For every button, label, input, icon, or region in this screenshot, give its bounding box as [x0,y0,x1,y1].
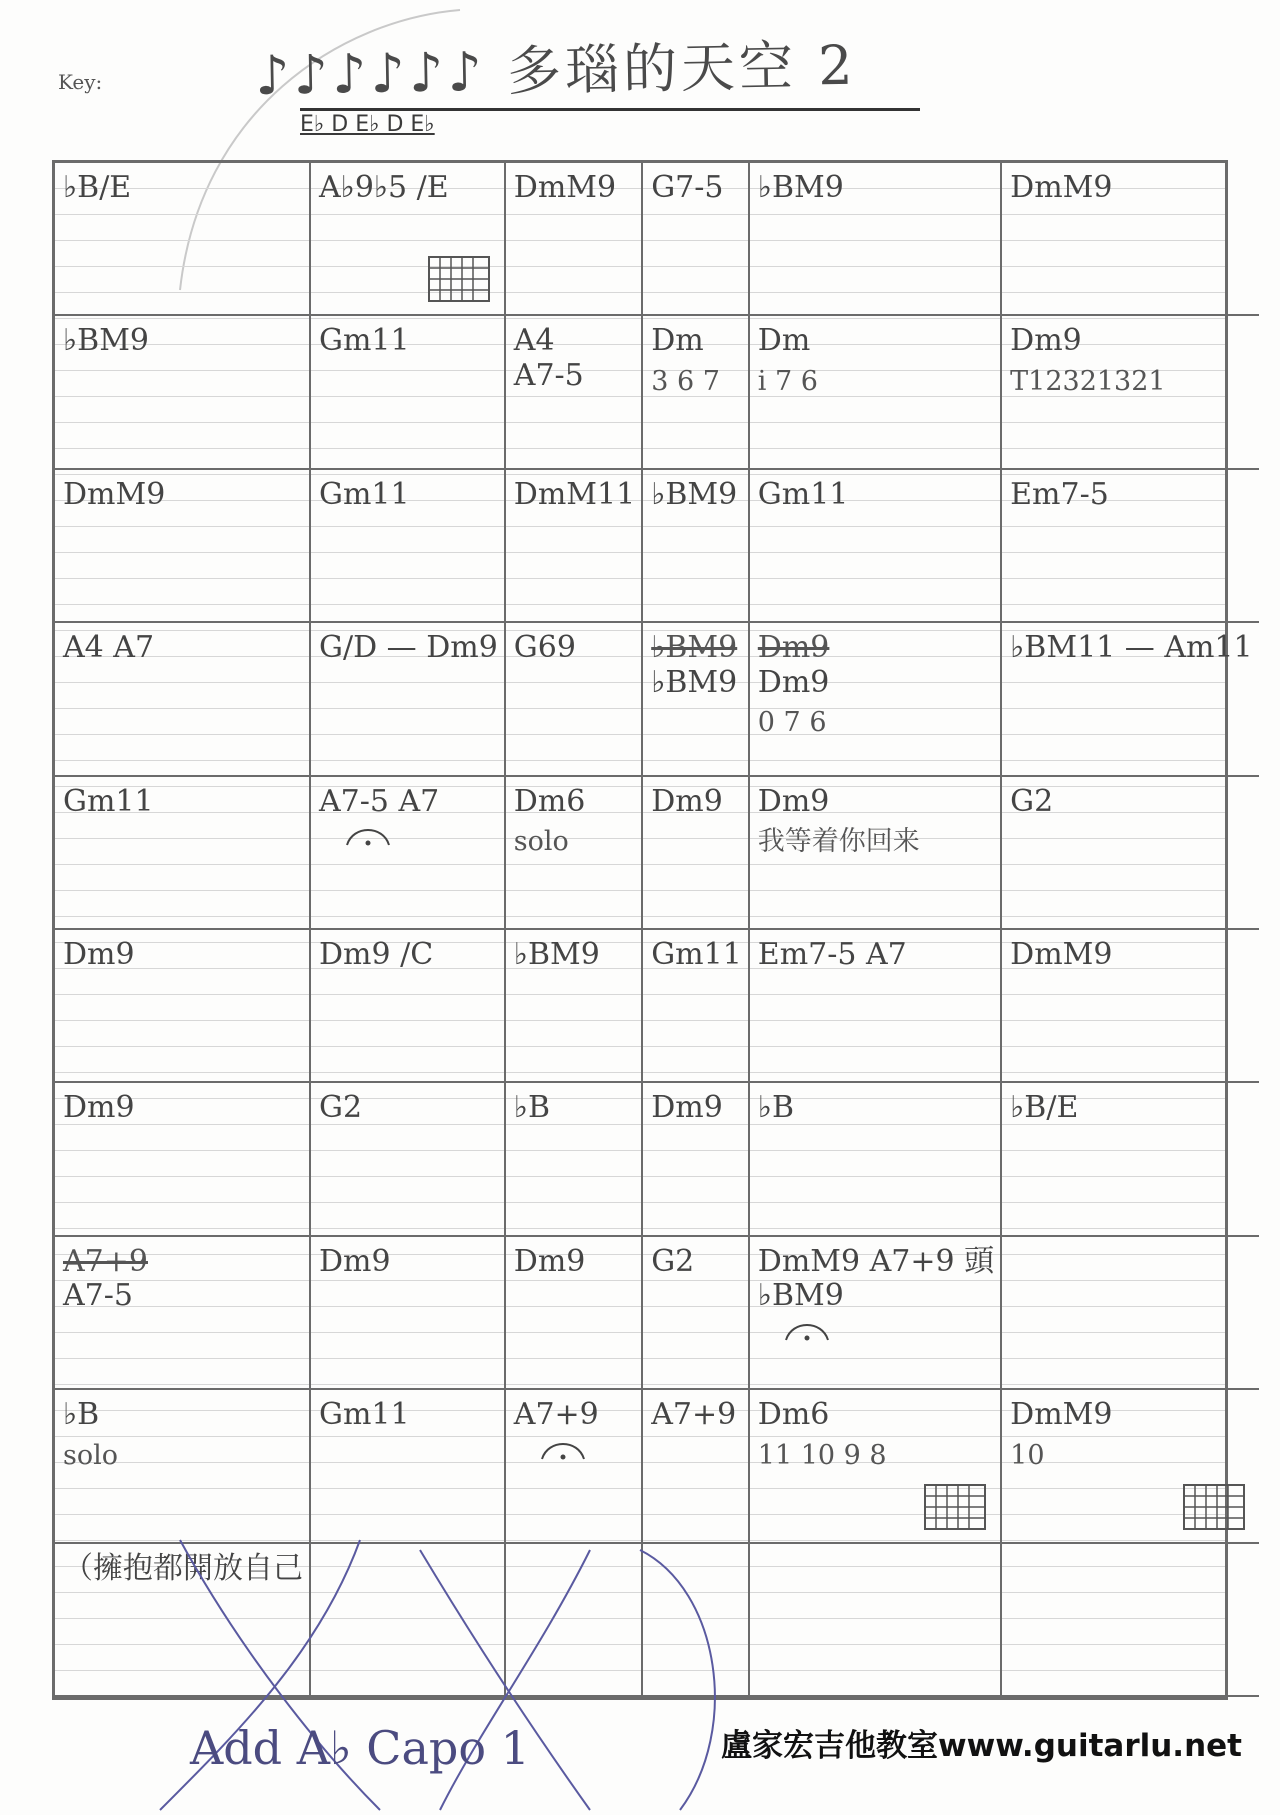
cell-note: 0 7 6 [757,707,827,739]
chord-name: Gm11 [651,936,742,972]
chord-fret-diagram [1181,1482,1247,1532]
key-label: Key: [58,70,103,94]
chord-name: Dm [651,323,704,359]
chord-name: Gm11 [319,476,410,512]
chord-cell [506,1544,643,1697]
chord-cell [506,1083,643,1236]
chord-cell [55,1237,311,1390]
chord-name: Gm11 [63,783,154,819]
cell-note: solo [63,1439,119,1471]
chord-cell [1002,316,1258,469]
chord-name: DmM9 [1010,1397,1113,1433]
cell-note: 3 6 7 [651,365,720,397]
chord-name: A7-5 [513,357,584,393]
chord-cell [311,1083,506,1236]
song-title: ♪♪♪♪♪♪ 多瑙的天空 2 [254,33,858,108]
chord-name: A7+9 [513,1397,599,1433]
chord-cell [643,1083,750,1236]
chord-name: G2 [319,1090,363,1126]
fermata-mark [758,1329,832,1348]
chord-cell [506,930,643,1083]
chord-cell [750,777,1002,930]
chord-cell [1002,777,1258,930]
chord-cell [643,163,750,316]
chord-name: A7-5 A7 [319,783,440,819]
chord-cell [1002,1083,1258,1236]
chord-name: Dm6 [757,1397,830,1433]
cell-note: T12321321 [1010,365,1166,397]
chord-cell [506,163,643,316]
chord-name: ♭BM9 [63,323,150,359]
chord-cell [643,1544,750,1697]
chord-cell [55,1083,311,1236]
chord-cell [55,930,311,1083]
chord-name: Gm11 [757,476,849,512]
chord-cell [1002,470,1258,623]
chord-name: Gm11 [319,1397,410,1433]
chord-name: A7-5 [63,1278,133,1314]
chord-name: Dm6 [513,783,586,819]
fermata-mark [319,834,393,853]
cell-note: solo [513,826,569,858]
chord-name: Dm9 [319,1243,391,1279]
chord-cell [750,163,1002,316]
title-sub-note: E♭ D E♭ D E♭ [300,112,435,137]
chord-cell [55,470,311,623]
chord-cell [750,1544,1002,1697]
chord-cell [55,163,311,316]
chord-cell [55,1390,311,1543]
chord-cell [311,163,506,316]
chord-cell [750,1390,1002,1543]
chord-name: ♭BM9 [757,170,844,205]
chord-cell [750,316,1002,469]
chord-cell [750,623,1002,776]
chord-cell [311,777,506,930]
chord-name: G69 [513,630,576,666]
chord-cell [311,623,506,776]
chord-name: ♭B [63,1397,100,1433]
chord-cell [311,1544,506,1697]
chord-name: ♭BM9 [651,630,738,666]
chord-name: Dm9 [757,783,830,819]
chord-name: DmM9 [1010,936,1113,972]
chord-cell [506,316,643,469]
chord-cell [750,1237,1002,1390]
chord-name: Gm11 [319,323,410,359]
chord-name: DmM11 [513,476,636,512]
chord-cell [643,623,750,776]
chord-name: Dm9 /C [319,936,434,972]
chord-name: Dm9 [651,1090,723,1126]
chord-name: DmM9 [63,476,166,512]
chord-fret-diagram [922,1482,988,1532]
chord-name: Dm9 [63,936,135,972]
chord-name: A7+9 [63,1243,148,1279]
chord-name: G/D — Dm9 [319,630,498,666]
chord-cell [643,930,750,1083]
cell-note: 10 [1010,1439,1045,1471]
chord-name: Dm9 [651,783,723,819]
site-watermark: 盧家宏吉他教室www.guitarlu.net [720,1728,1242,1764]
chord-name: G7-5 [651,170,724,205]
chord-grid [52,160,1253,1700]
fermata-mark [514,1448,588,1467]
chord-name: Em7-5 [1010,476,1109,512]
chord-cell [643,1237,750,1390]
chord-name: Dm9 [63,1090,135,1126]
chord-name: ♭BM9 [513,936,600,972]
chord-cell [55,623,311,776]
chord-name: ♭B [513,1090,550,1126]
chord-name: DmM9 [1010,170,1113,205]
chord-name: （擁抱都開放自己 [63,1550,303,1586]
chord-cell [1002,163,1258,316]
chord-name: A4 A7 [63,630,155,666]
chord-name: A♭9♭5 /E [319,170,449,205]
chord-name: DmM9 [513,170,617,205]
chord-name: ♭B/E [1010,1090,1079,1126]
chord-name: G2 [1010,783,1054,819]
chord-cell [750,470,1002,623]
chord-cell [750,930,1002,1083]
chord-cell [750,1083,1002,1236]
chord-cell [55,316,311,469]
chord-name: ♭BM9 [651,476,738,512]
chord-name: Dm9 [757,664,830,700]
chord-cell [643,777,750,930]
chord-name: ♭BM9 [757,1278,844,1314]
chord-cell [311,470,506,623]
chord-name: Em7-5 A7 [757,936,907,972]
chord-cell [311,930,506,1083]
chord-cell [55,777,311,930]
capo-note: Add A♭ Capo 1 [190,1721,530,1775]
chord-cell [506,777,643,930]
title-underline [300,108,920,111]
chord-cell [506,1390,643,1543]
cell-note: 我等着你回来 [757,826,920,858]
chord-cell [1002,1390,1258,1543]
chord-name: ♭B/E [63,170,132,205]
chord-name: ♭BM9 [651,664,738,700]
chord-name: ♭B [757,1090,794,1126]
chord-cell [1002,1544,1258,1697]
chord-cell [1002,930,1258,1083]
chord-name: Dm9 [1010,323,1082,359]
chord-cell [311,1390,506,1543]
cell-note: i 7 6 [757,365,818,397]
chord-cell [506,1237,643,1390]
chord-cell [506,470,643,623]
chord-cell [643,1390,750,1543]
chord-name: A7+9 [651,1397,737,1433]
chord-name: Dm9 [757,630,830,666]
chord-cell [506,623,643,776]
chord-name: ♭BM11 — Am11 [1010,630,1253,666]
chord-cell [311,1237,506,1390]
chord-cell [1002,1237,1258,1390]
chord-cell [643,470,750,623]
chord-cell [311,316,506,469]
chord-name: G2 [651,1243,695,1279]
chord-cell [55,1544,311,1697]
chord-cell [1002,623,1258,776]
chord-name: Dm9 [513,1243,586,1279]
chord-cell [643,316,750,469]
chord-name: A4 [513,323,555,359]
chord-fret-diagram [426,254,492,304]
cell-note: 11 10 9 8 [757,1439,887,1471]
chord-name: Dm [757,323,811,359]
chord-name: DmM9 A7+9 頭 [757,1243,995,1279]
